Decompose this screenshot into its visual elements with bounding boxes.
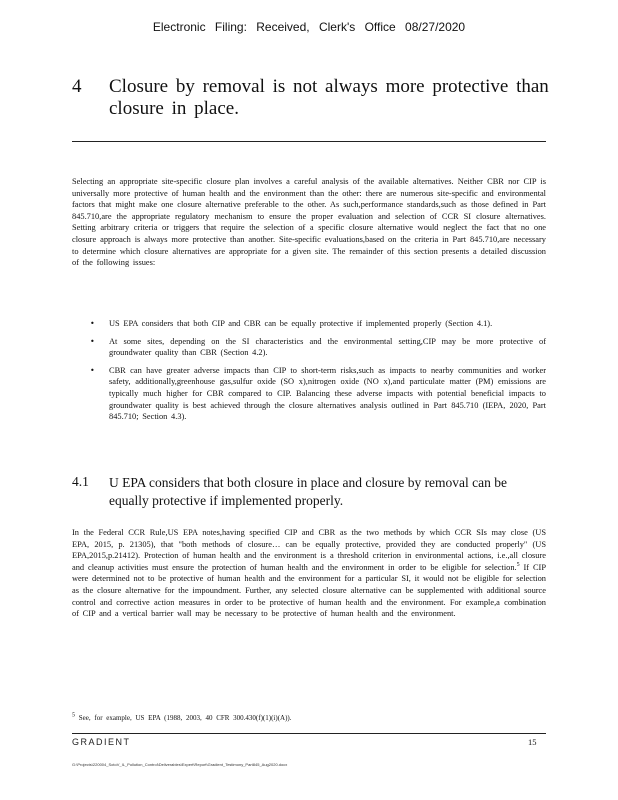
company-logo: GRADIENT — [72, 737, 131, 747]
bullet-icon: • — [90, 336, 95, 346]
section-divider — [72, 141, 546, 142]
subsection-paragraph — [72, 527, 546, 620]
footnote-reference[interactable]: 5 — [516, 561, 520, 568]
list-item-text: CBR can have greater adverse impacts than CIP to short-term risks,such as impacts to nearby communities and worker safety, additionally,greenhouse gas,sulfur oxide (SO x),nitrogen oxide (NO x),and particulate matter (PM) emissions are typically much higher for CBR compared to CIP. Balancing these adverse impacts with potential beneficial impacts to groundwater quality is best achieved through the closure alternatives analysis outlined in Part 845.710 (IEPA, 2020, Part 845.710; Section 4.3). — [109, 365, 546, 422]
footnote-marker: 5 — [72, 712, 75, 719]
filing-stamp: Electronic Filing: Received, Clerk's Office 08/27/2020 — [152, 20, 466, 34]
list-item — [90, 318, 546, 330]
intro-paragraph: Selecting an appropriate site-specific closure plan involves a careful analysis of the available alternatives. Neither CBR nor CIP is universally more protective of human health and the environment than the other: there are numerous site-specific and environmental factors that might make one closure alternative preferable to the other. As such,performance standards,such as those defined in Part 845.710,are the appropriate regulatory mechanism to ensure the proper evaluation and selection of CCR SI closure alternatives. Setting arbitrary criteria or triggers that require the selection of a specific closure alternative would neglect the fact that no one closure approach is always more protective than another. Site-specific evaluations,based on the criteria in Part 845.710,are necessary to determine which closure alternatives are appropriate for a given site. The remainder of this section presents a detailed discussion of the following issues: — [72, 177, 546, 268]
bullet-icon: • — [90, 319, 95, 328]
bullet-icon: • — [90, 365, 95, 375]
page-number: 15 — [528, 737, 537, 747]
footnote — [72, 714, 546, 722]
subsection-paragraph-part-a: In the Federal CCR Rule,US EPA notes,having specified CIP and CBR as the two methods by which CCR SIs may close (US EPA, 2015, p. 21305), that "both methods of closure… can be equally protective, provided they are conducted properly" (US EPA,2015,p.21412). Protection of human health and the environment is a threshold criterion in environmental actions, i.e.,all closure and cleanup activities must ensure the protection of human health and the environment in order to be eligible for selection. — [72, 528, 546, 572]
footer-divider — [72, 733, 546, 734]
section-number: 4 — [72, 76, 82, 97]
subsection-number: 4.1 — [72, 474, 89, 489]
issue-list — [90, 318, 546, 429]
subsection-title: U EPA considers that both closure in place and closure by removal can be equally protective if implemented properly. — [109, 475, 508, 508]
footnote-text: See, for example, US EPA (1988, 2003, 40 CFR 300.430(f)(1)(i)(A)). — [78, 714, 292, 722]
list-item-text: At some sites, depending on the SI characteristics and the environmental setting,CIP may be more protective of groundwater quality than CBR (Section 4.2). — [109, 336, 546, 358]
list-item-text: US EPA considers that both CIP and CBR can be equally protective if implemented properly (Section 4.1). — [109, 319, 493, 328]
file-path: G:\Projects\220004_SotoV_IL_Pollution_Control\Deliverables\Expert\Report\Gradient_Testimony_Part845_Aug2020.docx — [72, 762, 288, 767]
list-item — [90, 365, 546, 423]
section-title: Closure by removal is not always more protective than closure in place. — [109, 76, 549, 119]
list-item — [90, 336, 546, 359]
subsection-paragraph-part-b: If CIP were determined not to be protective of human health and the environment for a particular SI, it would not be eligible for selection as the closure alternative for the impoundment. Further, any selected closure alternative can be supplemented with additional source control and corrective action measures in order to be protective of human health and the environment. For example,a combination of CIP and a vertical barrier wall may be necessary to be protective of human health and the environment. — [72, 562, 546, 619]
